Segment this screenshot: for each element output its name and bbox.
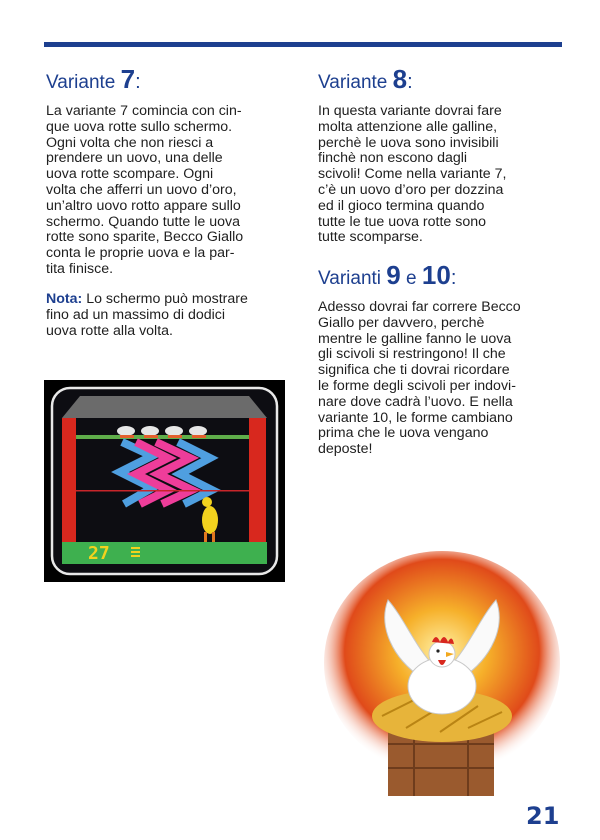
variant-9-10-text: Adesso dovrai far correre Becco Giallo per davvero, perchè mentre le galline fanno le uova gli scivoli si restringono! Il che significa che ti dovrai ricordare le forme degli scivoli per indovi- nare dove cadrà l’uovo. E nella variante 10, le forme cambiano prima che le uova vengano deposte! — [318, 299, 521, 458]
lives-indicator — [131, 547, 140, 559]
variant-7-note: Nota: Lo schermo può mostrare fino ad un massimo di dodici uova rotte alla volta. — [46, 291, 248, 339]
variant-7-heading: Variante 7: — [46, 64, 141, 94]
tv-game-screen-icon — [44, 380, 285, 582]
hen-on-nest-icon — [322, 548, 562, 798]
note-label: Nota: — [46, 291, 83, 307]
game-score: 27 — [88, 543, 110, 564]
page-number: 21 — [526, 802, 560, 830]
variant-9-10-heading: Varianti 9 e 10: — [318, 260, 457, 290]
variant-8-text: In questa variante dovrai fare molta attenzione alle galline, perchè le uova sono invisibili finchè non escono dagli scivoli! Come nella variante 7, c’è un uovo d’oro per dozzina ed il gioco termina quando tutte le tue uova rotte sono tutte scomparse. — [318, 103, 507, 246]
hen-illustration — [322, 548, 562, 798]
top-rule — [44, 42, 562, 47]
variant-8-heading: Variante 8: — [318, 64, 413, 94]
game-screenshot — [44, 380, 285, 582]
variant-7-text: La variante 7 comincia con cin- que uova rotte sullo schermo. Ogni volta che non riesci a prendere un uovo, una delle uova rotte scompare. Ogni volta che afferri un uovo d’oro, un’altro uovo rotto appare sullo schermo. Quando tutte le uova rotte sono sparite, Becco Giallo conta le proprie uova e la par- tita finisce. — [46, 103, 244, 277]
